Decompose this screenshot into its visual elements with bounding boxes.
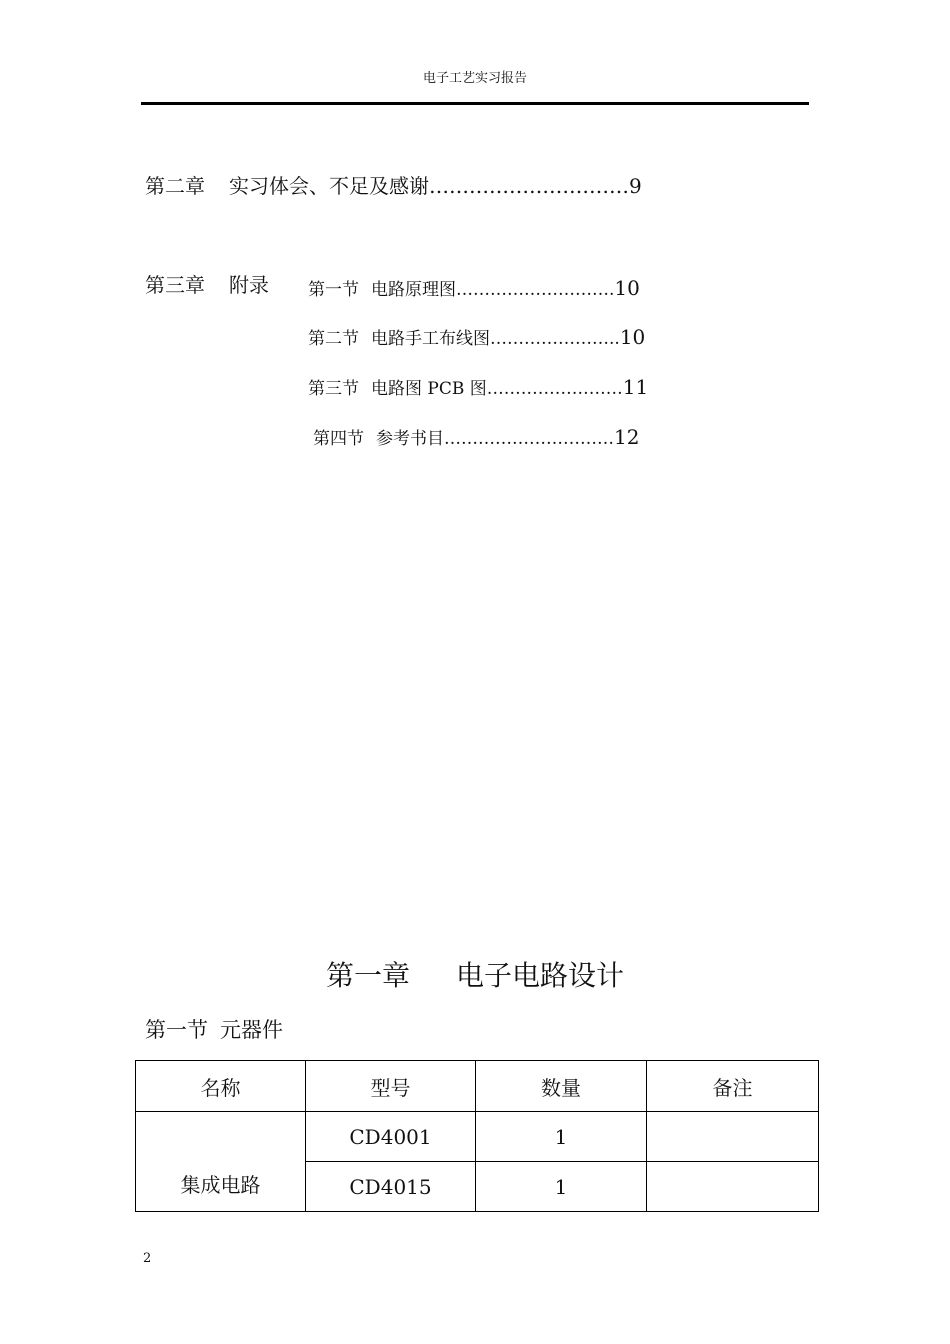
section-heading bbox=[145, 1016, 283, 1044]
chapter-heading bbox=[0, 958, 950, 994]
toc-entry-section bbox=[308, 375, 648, 401]
toc-entry-chapter-3 bbox=[145, 273, 269, 297]
chapter-label: 第一章 bbox=[325, 959, 410, 992]
toc-section-title: 参考书目 bbox=[376, 429, 444, 449]
toc-entry-section bbox=[308, 325, 645, 351]
toc-entry-section bbox=[308, 276, 640, 302]
table-cell-group-name: 集成电路 bbox=[136, 1112, 306, 1212]
toc-section-label: 第二节 bbox=[308, 329, 359, 349]
toc-page-number: 12 bbox=[614, 425, 640, 449]
toc-leader: ………………………… bbox=[429, 174, 629, 198]
toc-chapter-title: 实习体会、不足及感谢 bbox=[229, 174, 429, 198]
toc-section-title: 电路原理图 bbox=[371, 280, 456, 300]
table-header-cell: 数量 bbox=[476, 1061, 647, 1112]
page-number: 2 bbox=[143, 1251, 152, 1266]
toc-page-number: 9 bbox=[629, 174, 642, 198]
table-header-cell: 名称 bbox=[136, 1061, 306, 1112]
page-header-rule bbox=[141, 102, 809, 105]
toc-section-label: 第四节 bbox=[313, 429, 364, 449]
chapter-title: 电子电路设计 bbox=[456, 959, 625, 992]
table-row bbox=[136, 1112, 819, 1162]
table-cell-quantity: 1 bbox=[476, 1162, 647, 1212]
toc-entry-chapter-2 bbox=[145, 174, 642, 198]
toc-entry-section bbox=[313, 425, 639, 451]
toc-chapter-label: 第三章 bbox=[145, 273, 205, 297]
toc-chapter-title: 附录 bbox=[229, 273, 269, 297]
toc-section-label: 第一节 bbox=[308, 280, 359, 300]
toc-leader: …………………… bbox=[486, 379, 623, 399]
toc-page-number: 10 bbox=[619, 325, 646, 349]
table-cell-model: CD4001 bbox=[306, 1112, 476, 1162]
toc-section-title: 电路手工布线图 bbox=[371, 329, 490, 349]
table-cell-quantity: 1 bbox=[476, 1112, 647, 1162]
table-cell-model: CD4015 bbox=[306, 1162, 476, 1212]
toc-leader: ………………………… bbox=[444, 429, 614, 449]
toc-page-number: 11 bbox=[622, 375, 649, 399]
section-title: 元器件 bbox=[220, 1018, 283, 1042]
section-label: 第一节 bbox=[145, 1018, 208, 1042]
toc-chapter-label: 第二章 bbox=[145, 174, 205, 198]
table-header-cell: 型号 bbox=[306, 1061, 476, 1112]
toc-section-title: 电路图 PCB 图 bbox=[371, 379, 487, 399]
component-table bbox=[135, 1060, 819, 1212]
table-header-row bbox=[136, 1061, 819, 1112]
toc-leader: ………………….. bbox=[490, 329, 620, 349]
page-header-title: 电子工艺实习报告 bbox=[422, 71, 527, 86]
table-cell-note bbox=[647, 1112, 819, 1162]
table-header-cell: 备注 bbox=[647, 1061, 819, 1112]
toc-section-label: 第三节 bbox=[308, 379, 359, 399]
toc-page-number: 10 bbox=[614, 276, 640, 300]
toc-leader: ………………………. bbox=[456, 280, 615, 300]
table-cell-note bbox=[647, 1162, 819, 1212]
